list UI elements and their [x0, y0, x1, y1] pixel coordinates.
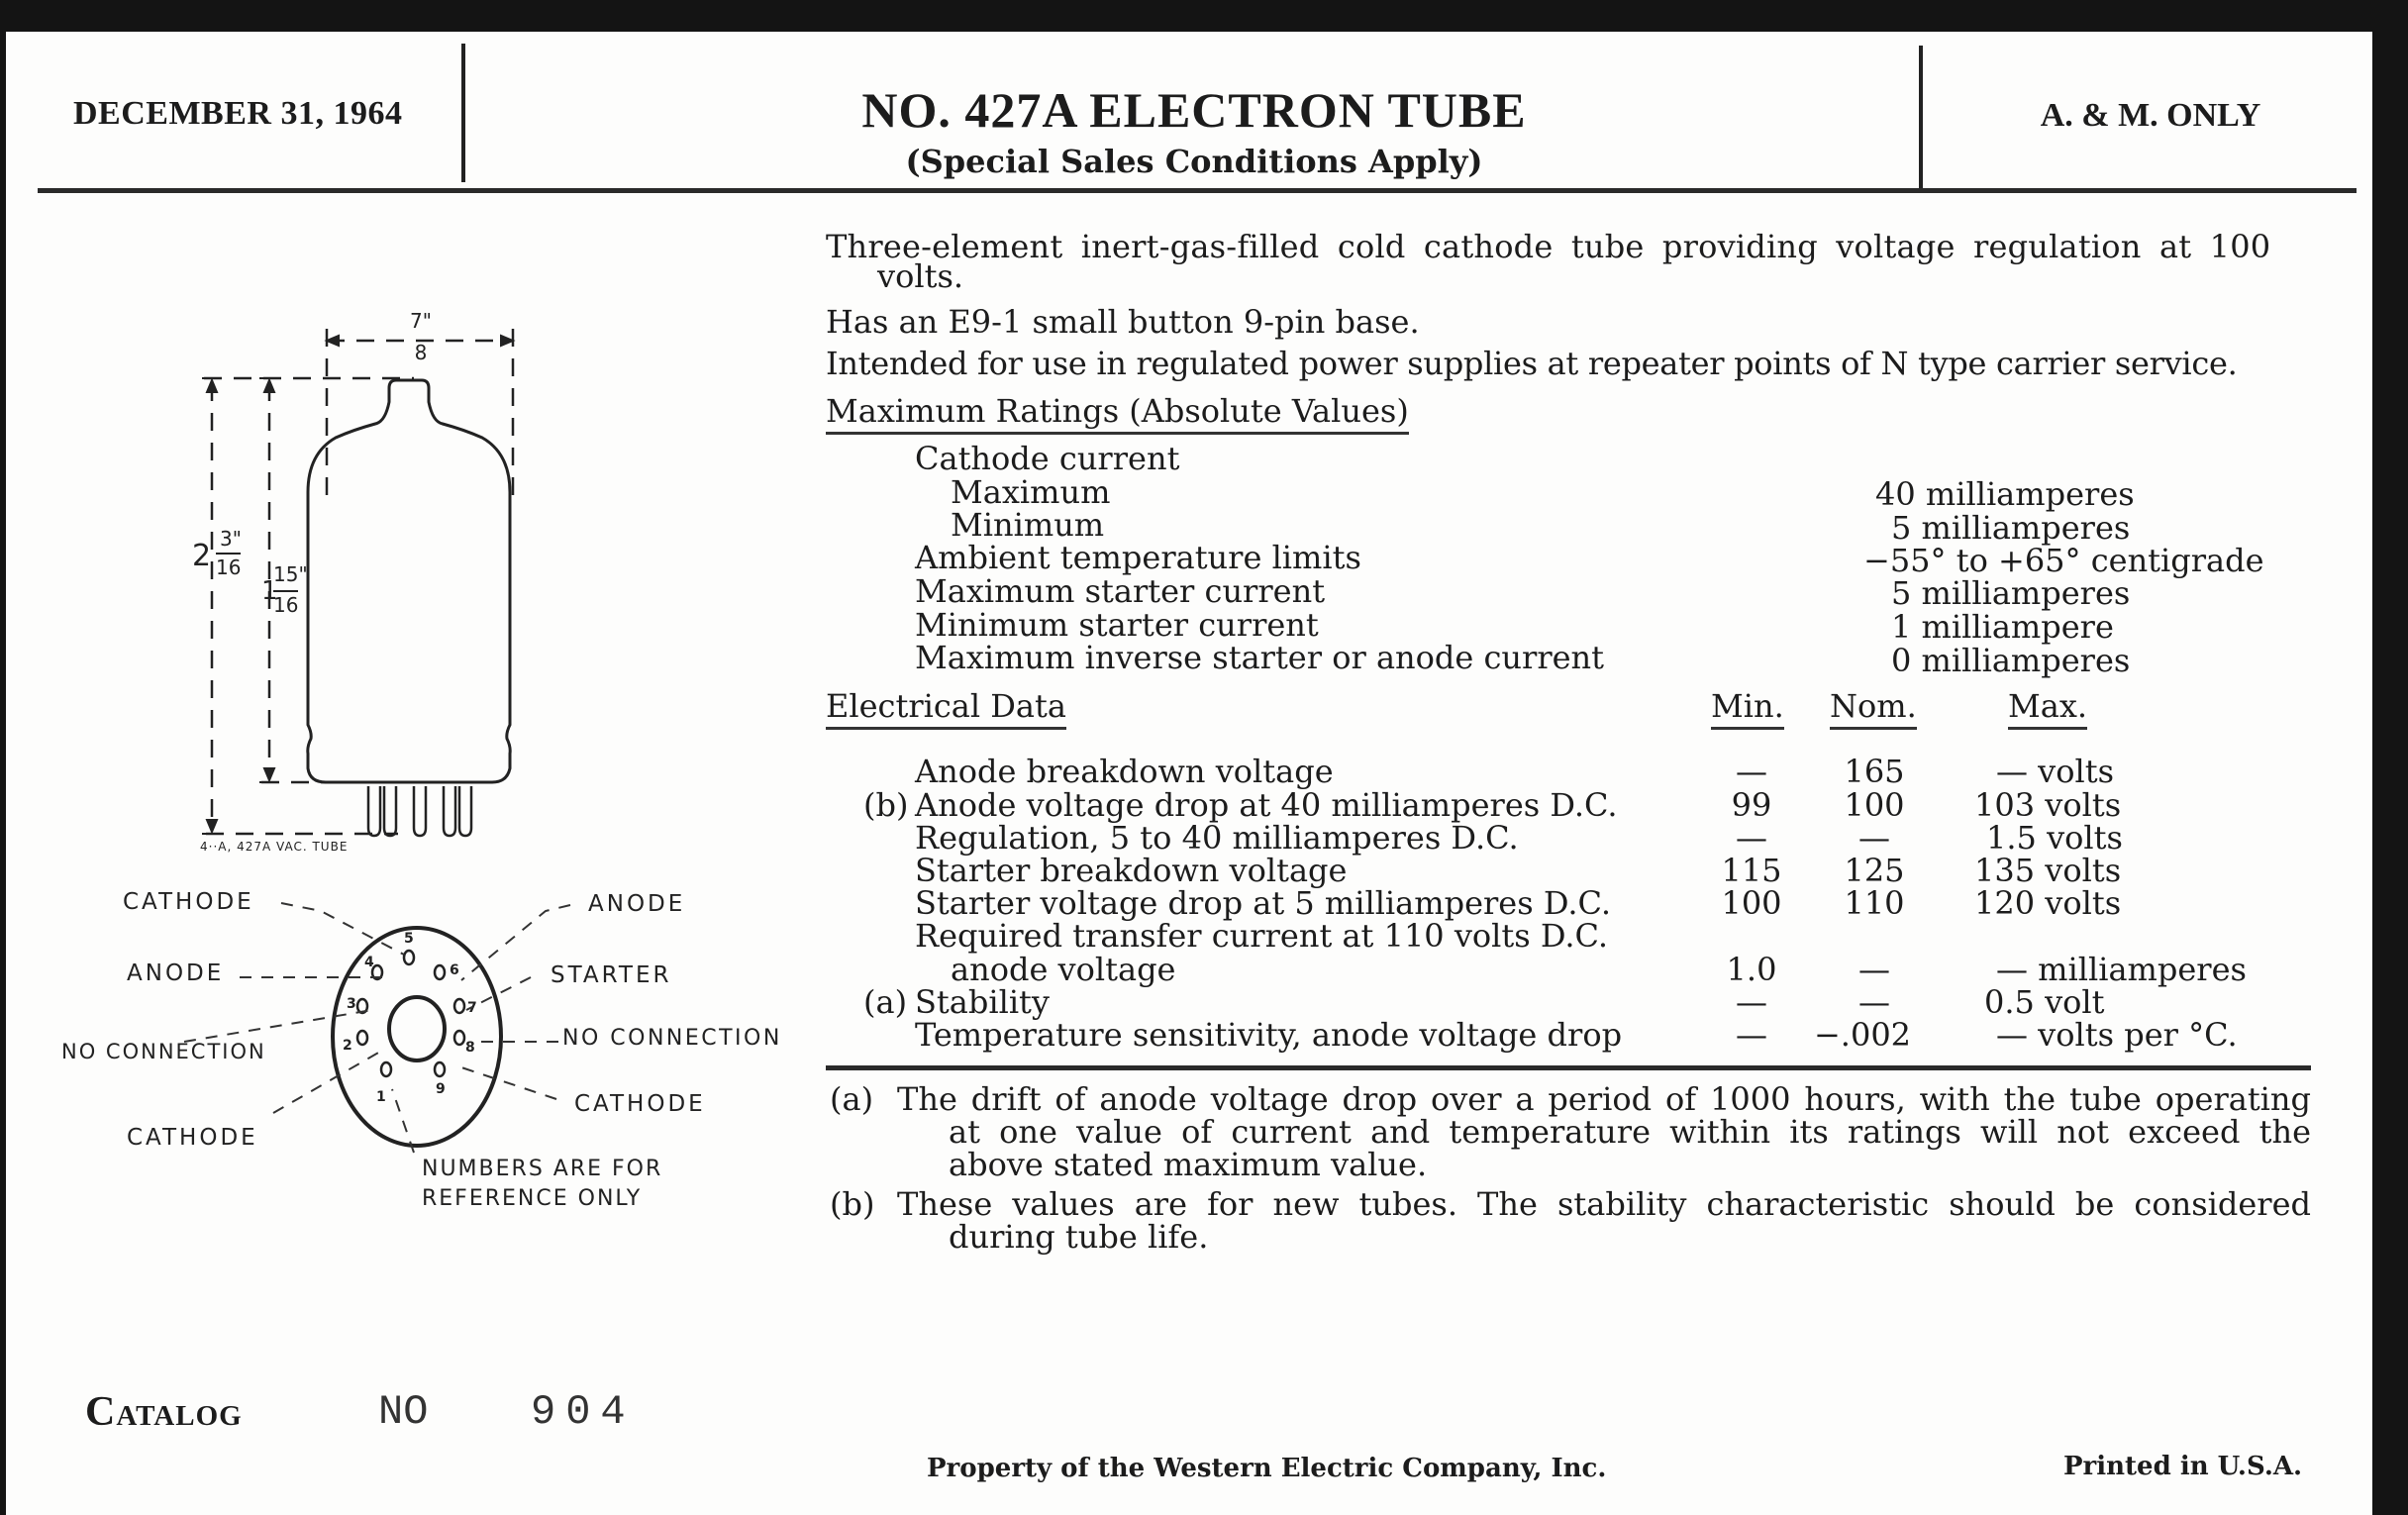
description-line-1 [826, 230, 2311, 263]
page-subtitle: (Special Sales Conditions Apply) [905, 143, 1483, 180]
label-no-connection-pin2: NO CONNECTION [61, 1040, 266, 1063]
table-cell-nom: 100 [1844, 786, 1905, 824]
restriction-label: A. & M. ONLY [2040, 97, 2261, 134]
footnote-a-line: at one value of current and temperature within its ratings will not exceed the [949, 1113, 2311, 1151]
data-sheet [6, 32, 2372, 1515]
max-ratings-heading-text: Maximum Ratings (Absolute Values) [826, 392, 1409, 435]
pin-1-label: 1 [376, 1089, 386, 1105]
reference-note-line-2: REFERENCE ONLY [422, 1186, 643, 1211]
table-row-label: Temperature sensitivity, anode voltage drop [915, 1016, 1623, 1054]
pin-7-label: 7 [467, 1000, 477, 1016]
table-row-label: Starter voltage drop at 5 milliamperes D.C. [915, 884, 1612, 922]
table-bottom-rule [826, 1065, 2311, 1070]
reference-note-line-1: NUMBERS ARE FOR [422, 1157, 663, 1181]
footer-property: Property of the Western Electric Company, Inc. [927, 1454, 1607, 1483]
pin-9-label: 9 [436, 1081, 446, 1097]
table-row-label: Required transfer current at 110 volts D.C. [915, 917, 1609, 955]
description-text: Three-element inert-gas-filled cold cathode tube providing voltage regulation at 100 [826, 228, 2271, 265]
table-row-note: (b) [863, 786, 909, 824]
rating-label: Maximum inverse starter or anode current [915, 639, 1605, 676]
footnote-b-line: during tube life. [949, 1218, 1209, 1256]
table-cell-min: — [1736, 983, 1767, 1021]
table-row-label: Stability [915, 983, 1050, 1021]
footnote-a-line: above stated maximum value. [949, 1146, 1428, 1183]
label-starter-pin7: STARTER [551, 962, 672, 988]
width-dim-denominator: 8 [414, 341, 428, 364]
table-cell-nom: 110 [1844, 884, 1905, 922]
rating-value: 0 milliamperes [1891, 642, 2131, 679]
rating-value: 40 milliamperes [1875, 475, 2135, 513]
label-anode-pin6: ANODE [588, 891, 686, 917]
table-row-label: Anode voltage drop at 40 milliamperes D.C. [915, 786, 1618, 824]
pin-4-label: 4 [364, 955, 374, 970]
height-total-whole: 2 [192, 539, 212, 573]
table-cell-max: — volts per °C. [1996, 1016, 2238, 1054]
table-cell-max: 135 volts [1974, 852, 2122, 889]
column-header-min [1711, 689, 1784, 723]
table-cell-max: — volts [1996, 753, 2115, 790]
table-cell-max: 1.5 volts [1986, 819, 2123, 857]
table-cell-max: 103 volts [1974, 786, 2122, 824]
table-cell-min: 99 [1731, 786, 1772, 824]
table-cell-min: — [1736, 753, 1767, 790]
table-cell-nom: 165 [1844, 753, 1905, 790]
max-ratings-heading [826, 394, 1409, 428]
label-anode-pin4: ANODE [127, 960, 225, 986]
width-dim-numerator: 7" [410, 309, 432, 333]
catalog-number: 904 [531, 1388, 636, 1436]
table-cell-nom: — [1858, 983, 1890, 1021]
header-divider-right [1919, 46, 1923, 188]
column-header-max [2008, 689, 2087, 723]
footnote-a-mark: (a) [830, 1080, 874, 1118]
rating-label: Minimum starter current [915, 606, 1319, 644]
table-row-note: (a) [863, 983, 908, 1021]
height-total-numerator: 3" [220, 527, 242, 551]
table-cell-min: 100 [1721, 884, 1782, 922]
description-line-2: Has an E9-1 small button 9-pin base. [826, 303, 1420, 341]
table-cell-nom: 125 [1844, 852, 1905, 889]
table-cell-min: 115 [1721, 852, 1782, 889]
electrical-heading-text: Electrical Data [826, 687, 1066, 730]
rating-label: Maximum starter current [915, 572, 1326, 610]
footer-printed: Printed in U.S.A. [2063, 1452, 2303, 1481]
table-cell-nom: — [1858, 951, 1890, 988]
table-cell-min: — [1736, 1016, 1767, 1054]
drawing-caption: 4··A, 427A VAC. TUBE [200, 840, 349, 854]
pin-6-label: 6 [450, 962, 459, 978]
footnote-a-line: The drift of anode voltage drop over a period of 1000 hours, with the tube operating [897, 1080, 2311, 1118]
header-rule [38, 188, 2357, 193]
table-cell-nom: — [1858, 819, 1890, 857]
label-cathode-pin9: CATHODE [574, 1091, 706, 1117]
rating-value: 5 milliamperes [1891, 509, 2131, 547]
table-row-label: Regulation, 5 to 40 milliamperes D.C. [915, 819, 1519, 857]
column-header-nom [1830, 689, 1917, 723]
catalog-no: NO [378, 1388, 429, 1436]
rating-label: Maximum [951, 473, 1111, 511]
scan-top-border [0, 0, 2408, 32]
label-cathode-pin1: CATHODE [127, 1125, 258, 1151]
page-title: NO. 427A ELECTRON TUBE [861, 82, 1527, 138]
column-header-nom-text: Nom. [1830, 687, 1917, 730]
column-header-max-text: Max. [2008, 687, 2087, 730]
column-header-min-text: Min. [1711, 687, 1784, 730]
table-row-label: Starter breakdown voltage [915, 852, 1348, 889]
height-body-numerator: 15" [273, 562, 308, 586]
rating-value: 1 milliampere [1891, 608, 2114, 646]
label-cathode-pin5: CATHODE [123, 889, 254, 915]
electrical-heading [826, 689, 1066, 723]
pin-3-label: 3 [347, 996, 356, 1012]
rating-value: −55° to +65° centigrade [1863, 542, 2264, 579]
rating-label: Ambient temperature limits [915, 539, 1361, 576]
scan-right-border [2372, 0, 2408, 1515]
footnote-b-mark: (b) [830, 1185, 875, 1223]
table-cell-max: 120 volts [1974, 884, 2122, 922]
rating-label: Minimum [951, 506, 1105, 544]
rating-value: 5 milliamperes [1891, 574, 2131, 612]
table-cell-min: — [1736, 819, 1767, 857]
height-body-denominator: 16 [273, 590, 298, 617]
table-cell-max: 0.5 volt [1984, 983, 2105, 1021]
pin-8-label: 8 [465, 1040, 475, 1056]
rating-label: Cathode current [915, 440, 1180, 477]
description-line-3: Intended for use in regulated power supplies at repeater points of N type carrier service. [826, 345, 2238, 382]
table-cell-max: — milliamperes [1996, 951, 2247, 988]
table-row-label: anode voltage [951, 951, 1176, 988]
description-line-1-cont: volts. [877, 257, 964, 295]
height-total-denominator: 16 [216, 553, 241, 579]
table-row-label: Anode breakdown voltage [915, 753, 1334, 790]
pin-5-label: 5 [404, 931, 414, 947]
pin-2-label: 2 [343, 1038, 352, 1054]
issue-date: DECEMBER 31, 1964 [73, 95, 403, 132]
footnote-b-line: These values are for new tubes. The stability characteristic should be considered [897, 1185, 2311, 1223]
table-cell-min: 1.0 [1726, 951, 1777, 988]
table-cell-nom: −.002 [1813, 1016, 1912, 1054]
catalog-label: Catalog [85, 1389, 243, 1435]
label-no-connection-pin8: NO CONNECTION [562, 1026, 782, 1051]
height-body-whole: 1 [261, 576, 278, 606]
